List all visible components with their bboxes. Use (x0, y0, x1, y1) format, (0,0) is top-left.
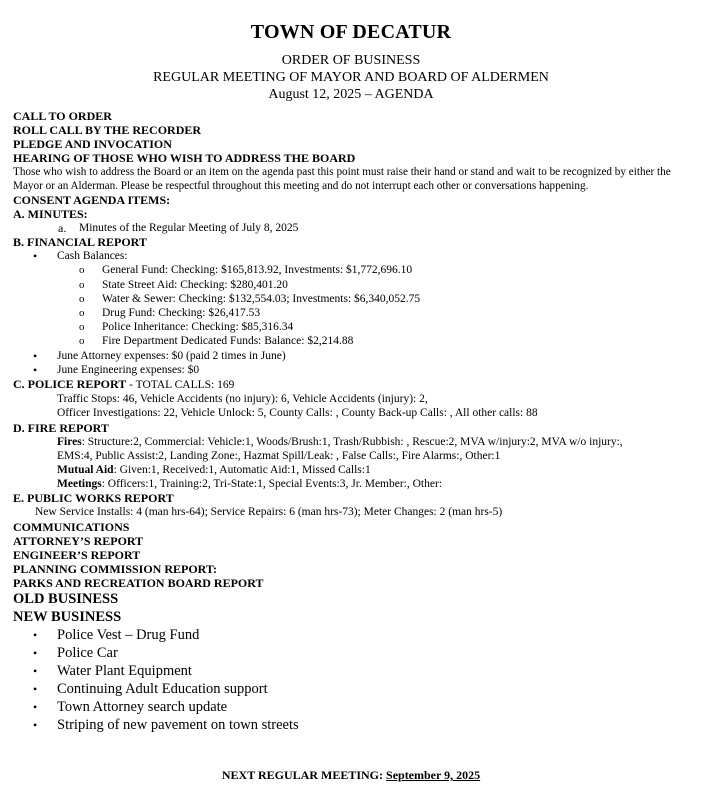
bullet-icon: • (33, 627, 38, 642)
hearing-text: Those who wish to address the Board or an item on the agenda past this point must raise their hand or stand and wait to be recognized by either the Mayor or an Alderman. Please be respectful throughout this meeting and do not interrupt each other or conversations happening. (13, 166, 671, 192)
police-heading: C. POLICE REPORT (13, 377, 127, 392)
balance-item (13, 292, 697, 306)
balance-text: General Fund: Checking: $165,813.92, Investments: $1,772,696.10 (102, 264, 413, 277)
attorney-expenses-text: June Attorney expenses: $0 (paid 2 times in June) (57, 349, 286, 362)
parks-board-report: PARKS AND RECREATION BOARD REPORT (13, 575, 264, 590)
circle-bullet-icon: o (79, 321, 85, 334)
new-business-item (13, 716, 697, 734)
cash-balances-label: Cash Balances: (57, 250, 128, 263)
financial-heading: B. FINANCIAL REPORT (13, 235, 147, 250)
public-works-heading: E. PUBLIC WORKS REPORT (13, 491, 174, 506)
minutes-item (13, 221, 697, 235)
town-title: TOWN OF DECATUR (250, 21, 452, 43)
attorney-expenses-item (13, 349, 697, 363)
order-of-business: ORDER OF BUSINESS (281, 53, 421, 68)
balance-text: State Street Aid: Checking: $280,401.20 (102, 278, 288, 291)
balance-text: Drug Fund: Checking: $26,417.53 (102, 307, 261, 320)
engineering-expenses-text: June Engineering expenses: $0 (57, 363, 200, 376)
mutual-aid-label: Mutual Aid (57, 464, 114, 477)
mutual-aid-line (13, 463, 697, 477)
meeting-name: REGULAR MEETING OF MAYOR AND BOARD OF ALDERMEN (153, 70, 549, 85)
circle-bullet-icon: o (79, 278, 85, 291)
planning-commission-report: PLANNING COMMISSION REPORT: (13, 561, 218, 576)
balance-item (13, 334, 697, 348)
new-business-text: Water Plant Equipment (57, 662, 192, 679)
communications: COMMUNICATIONS (13, 519, 130, 534)
engineering-expenses-item (13, 363, 697, 377)
new-business-heading: NEW BUSINESS (13, 608, 122, 625)
minutes-number: a. (58, 221, 67, 235)
old-business-heading: OLD BUSINESS (13, 590, 119, 607)
bullet-icon: • (33, 249, 38, 264)
mutual-aid-text: : Given:1, Received:1, Automatic Aid:1, Missed Calls:1 (113, 464, 371, 477)
balance-text: Water & Sewer: Checking: $132,554.03; Investments: $6,340,052.75 (102, 292, 421, 305)
engineer-report: ENGINEER’S REPORT (13, 547, 141, 562)
call-to-order: CALL TO ORDER (13, 109, 112, 123)
balance-item (13, 278, 697, 292)
circle-bullet-icon: o (79, 292, 85, 305)
police-heading-row (13, 377, 697, 392)
new-business-item (13, 662, 697, 680)
balance-item (13, 263, 697, 277)
fires-text: : Structure:2, Commercial: Vehicle:1, Woods/Brush:1, Trash/Rubbish: , Rescue:2, MVA w/injury:2, MVA w/o injury:, (81, 435, 623, 448)
balance-text: Fire Department Dedicated Funds: Balance: $2,214.88 (102, 335, 354, 348)
next-meeting (0, 768, 702, 783)
meetings-line (13, 477, 697, 491)
meeting-date: August 12, 2025 – AGENDA (268, 87, 434, 102)
fires-label: Fires (57, 435, 82, 448)
consent-heading: CONSENT AGENDA ITEMS: (13, 193, 171, 207)
meetings-text: : Officers:1, Training:2, Tri-State:1, Special Events:3, Jr. Member:, Other: (101, 478, 443, 491)
police-line-2: Officer Investigations: 22, Vehicle Unlock: 5, County Calls: , County Back-up Calls: , All other calls: 88 (57, 407, 538, 420)
new-business-text: Police Vest – Drug Fund (57, 626, 200, 643)
bullet-icon: • (33, 362, 38, 377)
police-line-1: Traffic Stops: 46, Vehicle Accidents (no injury): 6, Vehicle Accidents (injury): 2, (57, 393, 428, 406)
balance-text: Police Inheritance: Checking: $85,316.34 (102, 321, 294, 334)
new-business-item (13, 680, 697, 698)
public-works-text: New Service Installs: 4 (man hrs-64); Service Repairs: 6 (man hrs-73); Meter Changes: 2 (man hrs-5) (35, 506, 503, 519)
next-meeting-date: September 9, 2025 (386, 768, 481, 782)
bullet-icon: • (33, 663, 38, 678)
new-business-text: Striping of new pavement on town streets (57, 716, 299, 733)
bullet-icon: • (33, 681, 38, 696)
next-meeting-label: NEXT REGULAR MEETING: (221, 768, 387, 782)
new-business-text: Town Attorney search update (57, 698, 228, 715)
balance-item (13, 306, 697, 320)
circle-bullet-icon: o (79, 264, 85, 277)
bullet-icon: • (33, 348, 38, 363)
fires-line-2: EMS:4, Public Assist:2, Landing Zone:, Hazmat Spill/Leak: , False Calls:, Fire Alarms:, Other:1 (57, 449, 501, 462)
bullet-icon: • (33, 645, 38, 660)
cash-balances-item (13, 249, 697, 263)
new-business-item (13, 626, 697, 644)
minutes-text: Minutes of the Regular Meeting of July 8, 2025 (79, 222, 299, 234)
bullet-icon: • (33, 699, 38, 714)
new-business-text: Continuing Adult Education support (57, 680, 268, 697)
fires-line (13, 435, 697, 449)
meetings-label: Meetings (57, 478, 102, 491)
hearing-heading: HEARING OF THOSE WHO WISH TO ADDRESS THE BOARD (13, 151, 356, 165)
police-total: - TOTAL CALLS: 169 (126, 379, 235, 392)
new-business-item (13, 644, 697, 662)
new-business-item (13, 698, 697, 716)
agenda-body (13, 109, 697, 734)
bullet-icon: • (33, 717, 38, 732)
circle-bullet-icon: o (79, 307, 85, 320)
fire-heading: D. FIRE REPORT (13, 420, 109, 435)
balance-item (13, 320, 697, 334)
pledge: PLEDGE AND INVOCATION (13, 137, 172, 151)
minutes-heading: A. MINUTES: (13, 207, 88, 221)
attorney-report: ATTORNEY’S REPORT (13, 533, 144, 548)
new-business-text: Police Car (57, 644, 118, 661)
roll-call: ROLL CALL BY THE RECORDER (13, 123, 202, 137)
circle-bullet-icon: o (79, 335, 85, 348)
